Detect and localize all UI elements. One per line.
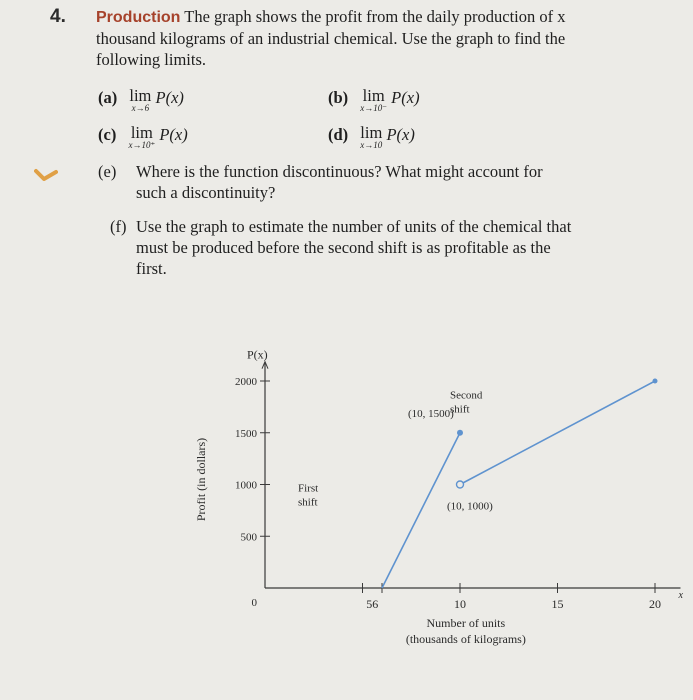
problem-stem-text: The graph shows the profit from the daily production of x thousand kilograms of an industrial chemical. Use the graph to find the following limits. — [96, 7, 566, 69]
annotation-point-lower: (10, 1000) — [447, 500, 493, 513]
y-axis-label: Profit (in dollars) — [194, 437, 208, 522]
part-f-text: Use the graph to estimate the number of units of the chemical that must be produced before the second shift is as profitable as the first. — [136, 217, 572, 278]
part-a-sub: x→6 — [131, 103, 150, 113]
part-e-label: (e) — [98, 162, 117, 181]
annotation-first-shift: First — [298, 482, 319, 495]
x-tick-label-56: 56 — [366, 597, 379, 611]
problem-number: 4. — [50, 6, 66, 27]
x-axis-name: x — [678, 590, 683, 601]
x-axis-label-line1: Number of units — [426, 616, 506, 630]
part-f-label: (f) — [110, 217, 127, 236]
annotation-second-shift-2: shift — [450, 403, 470, 416]
series-line-2 — [460, 381, 655, 485]
annotation-point-upper: (10, 1500) — [408, 407, 454, 420]
filled-point-marker — [457, 430, 463, 436]
annotation-first-shift-2: shift — [298, 496, 318, 509]
annotation-second-shift: Second — [450, 389, 483, 402]
x-tick-label: 15 — [551, 597, 564, 611]
problem-title: Production — [96, 9, 181, 26]
end-point-marker — [653, 379, 658, 384]
part-d-lim: lim — [360, 123, 383, 142]
x-tick-label: 20 — [649, 597, 661, 611]
y-tick-label: 500 — [240, 531, 257, 544]
x-axis-label-line2: (thousands of kilograms) — [405, 632, 526, 646]
part-d-sub: x→10 — [360, 140, 383, 150]
y-tick-label: 2000 — [235, 376, 257, 388]
part-a-label: (a) — [98, 88, 118, 107]
y-tick-label: 1500 — [235, 427, 257, 440]
part-a-func: P(x) — [155, 88, 184, 107]
x-tick-label: 10 — [454, 597, 466, 611]
y-tick-label: 1000 — [235, 479, 257, 492]
open-point-marker — [457, 481, 464, 488]
part-d-func: P(x) — [386, 125, 415, 144]
part-c-label: (c) — [98, 125, 117, 144]
part-e-text: Where is the function discontinuous? What might account for such a discontinuity? — [136, 162, 543, 202]
part-c-lim: lim — [130, 123, 153, 142]
part-b-func: P(x) — [391, 88, 420, 107]
part-d-label: (d) — [328, 125, 349, 144]
y-axis-name: P(x) — [247, 347, 268, 362]
part-b-label: (b) — [328, 88, 349, 107]
part-a-lim: lim — [129, 86, 152, 105]
part-b-sub: x→10⁻ — [360, 103, 388, 113]
part-c-func: P(x) — [159, 125, 188, 144]
origin-label: 0 — [251, 597, 257, 609]
part-c-sub: x→10⁺ — [128, 140, 156, 150]
part-b-lim: lim — [362, 86, 385, 105]
